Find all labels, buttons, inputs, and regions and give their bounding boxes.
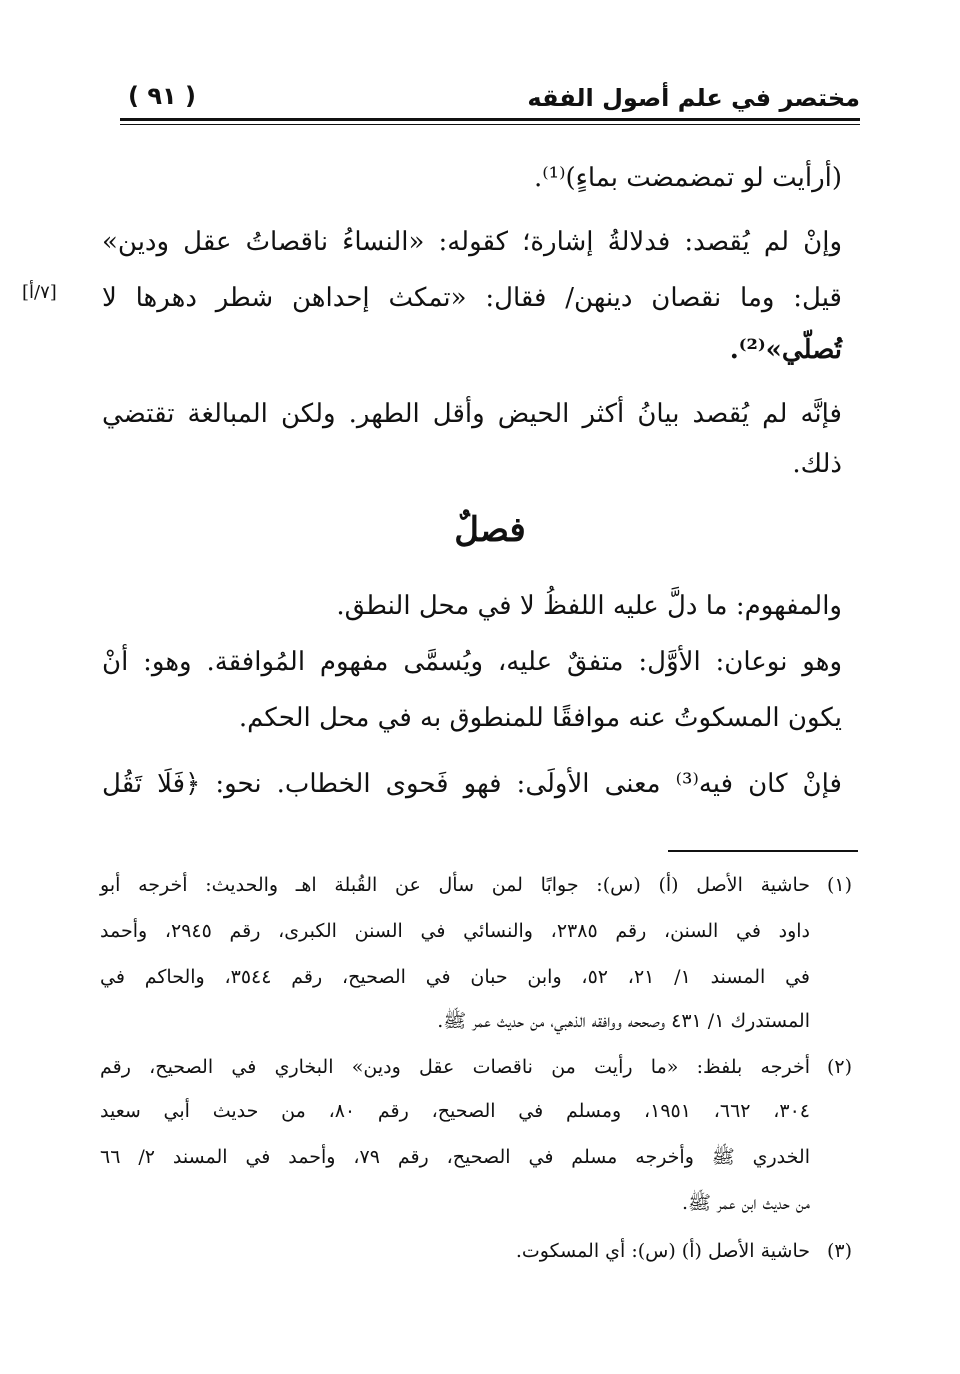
footnote-line: حاشية الأصل (أ) (س): جوابًا لمن سأل عن القُبلة اهـ والحديث: أخرجه أبو	[100, 874, 810, 896]
running-header-title: مختصر في علم أصول الفقه	[527, 84, 860, 112]
body-line: فإنْ كان فيه⁽³⁾ معنى الأولَى: فهو فَحوى الخطاب. نحو: ﴿فَلَا تَقُل	[102, 769, 842, 799]
body-line: (أرأيت لو تمضمضت بماءٍ)⁽¹⁾.	[533, 163, 842, 193]
body-line: وإنْ لم يُقصد: فدلالةُ إشارة؛ كقوله: «النساءُ ناقصاتُ عقل ودين»	[102, 227, 842, 257]
running-header	[120, 80, 860, 120]
body-line: يكون المسكوتُ عنه موافقًا للمنطوق به في محل الحكم.	[238, 703, 842, 733]
footnote-number: (٣)	[826, 1240, 852, 1262]
footnote-line: الخدري ﷺ وأخرجه مسلم في الصحيح، رقم ٧٩، وأحمد في المسند ٢/ ٦٦	[100, 1146, 810, 1168]
folio-marker: [٧/أ]	[22, 282, 57, 303]
footnote-line: داود في السنن، رقم ٢٣٨٥، والنسائي في السنن الكبرى، رقم ٢٩٤٥، وأحمد	[100, 920, 811, 942]
body-line: فإنَّه لم يُقصد بيانُ أكثر الحيض وأقل الطهر. ولكن المبالغة تقتضي	[102, 399, 842, 429]
footnote-line: ٣٠٤، ٦٦٢، ١٩٥١، ومسلم في الصحيح، رقم ٨٠، من حديث أبي سعيد	[100, 1100, 811, 1122]
body-line: والمفهوم: ما دلَّ عليه اللفظُ لا في محل النطق.	[336, 591, 842, 621]
body-line: قيل: وما نقصان دينهن/ فقال: «تمكث إحداهن شطر دهرها لا	[102, 283, 842, 313]
header-rule	[120, 118, 860, 121]
footnote-number: (١)	[826, 874, 852, 896]
footnote-line: في المسند ١/ ٢١، ٥٢، وابن حبان في الصحيح، رقم ٣٥٤٤، والحاكم في	[100, 966, 811, 988]
body-line: تُصلّي»⁽²⁾.	[729, 335, 842, 365]
footnote-line: المستدرك ١/ ٤٣١ وصححه ووافقه الذهبي، من حديث عمر ﷺ.	[437, 1010, 810, 1032]
footnote-number: (٢)	[826, 1056, 852, 1078]
header-rule-thin	[120, 124, 860, 125]
body-line: وهو نوعان: الأوَّل: متفقٌ عليه، ويُسمَّى مفهوم المُوافقة. وهو: أنْ	[102, 647, 843, 677]
footnote-line: أخرجه بلفظ: «ما رأيت من ناقصات عقل ودين» البخاري في الصحيح، رقم	[100, 1056, 810, 1078]
body-line: ذلك.	[792, 449, 842, 479]
footnote-line: حاشية الأصل (أ) (س): أي المسكوت.	[515, 1240, 810, 1262]
footnote-line: من حديث ابن عمر ﷺ.	[681, 1192, 810, 1214]
page-number: ( ٩١ )	[128, 82, 196, 110]
section-heading: فصلٌ	[454, 510, 526, 550]
footnote-separator	[668, 850, 858, 852]
